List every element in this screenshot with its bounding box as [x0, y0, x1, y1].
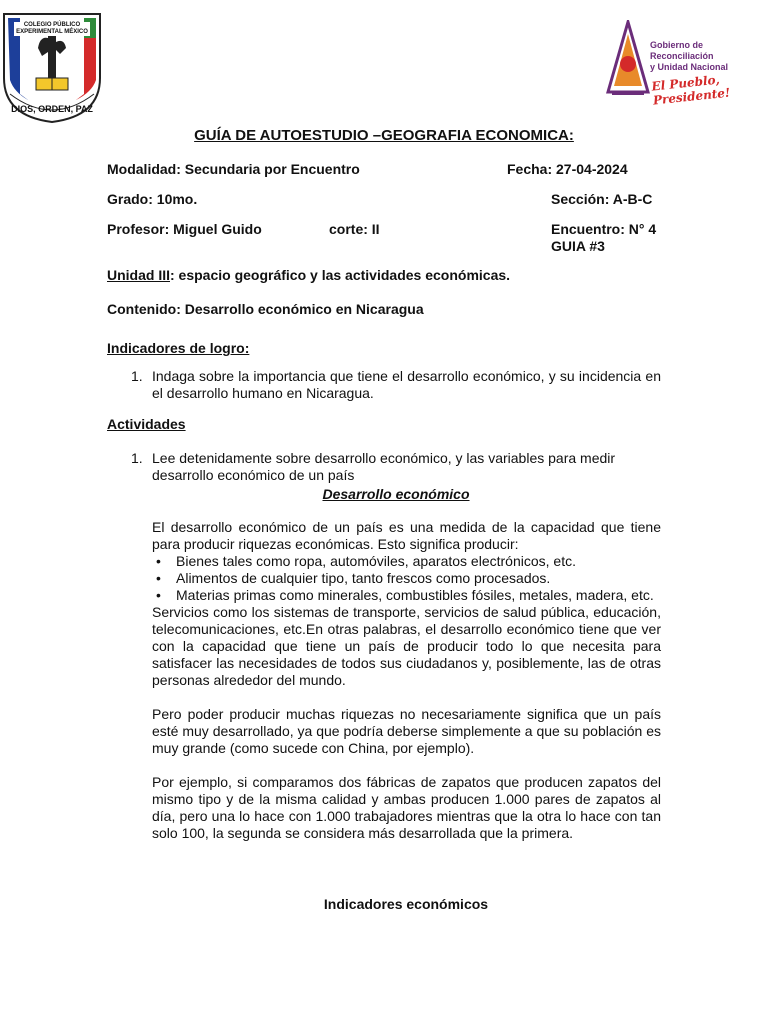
paragraph: Servicios como los sistemas de transporte, servicios de salud pública, educación, telecomunicaciones, etc.En otras palabras, el desarrollo económico tiene que ver con la capacidad que tiene un país de producir todo lo que necesita para satisfacer las necesidades de todos sus ciudadanos y, posiblemente, las de otras personas alrededor del mundo. [152, 604, 661, 688]
fecha-field: Fecha: 27-04-2024 [507, 161, 628, 177]
paragraph: Por ejemplo, si comparamos dos fábricas de zapatos que producen zapatos del mismo tipo y de la misma calidad y ambas producen 1.000 pares de zapatos al día, pero una lo hace con 1.000 trabajadores mientras que la otra lo hace con tan solo 100, la segunda se considera más desarrollada que la primera. [152, 774, 661, 841]
government-logo [606, 20, 758, 106]
modalidad-field: Modalidad: Secundaria por Encuentro [107, 161, 360, 177]
encuentro-value: Encuentro: N° 4 [551, 221, 657, 237]
school-logo-motto: DIOS, ORDEN, PAZ [11, 104, 93, 114]
encuentro-field [551, 221, 656, 255]
unidad-label: Unidad III [107, 267, 170, 283]
list-item-number: 1. [131, 368, 143, 384]
indicadores-list [131, 368, 661, 402]
list-item-number: 1. [131, 450, 143, 466]
reading-body [152, 519, 661, 842]
list-item: • Bienes tales como ropa, automóviles, aparatos electrónicos, etc. [152, 553, 661, 570]
indicadores-heading: Indicadores de logro: [107, 340, 250, 356]
government-logo-slogan: El Pueblo, Presidente! [650, 72, 731, 108]
government-logo-line1: Gobierno de Reconciliación [650, 40, 714, 61]
paragraph: El desarrollo económico de un país es una medida de la capacidad que tiene para producir riquezas económicas. Esto significa producir: [152, 519, 661, 552]
section-heading: Indicadores económicos [323, 896, 489, 912]
list-item: • Materias primas como minerales, combustibles fósiles, metales, madera, etc. [152, 587, 661, 604]
list-item-text: Lee detenidamente sobre desarrollo económico, y las variables para medir desarrollo económico de un país [152, 450, 616, 483]
actividades-heading: Actividades [107, 416, 186, 432]
seccion-field: Sección: A-B-C [551, 191, 653, 207]
paragraph: Pero poder producir muchas riquezas no necesariamente significa que un país esté muy desarrollado, ya que podría deberse simplemente a que su población es muy grande (como sucede con China, por ejemplo). [152, 706, 661, 756]
bullet-list [152, 553, 661, 604]
unidad-text: : espacio geográfico y las actividades económicas. [170, 267, 511, 283]
school-logo-text: COLEGIO PÚBLICO [23, 22, 81, 28]
contenido-line: Contenido: Desarrollo económico en Nicaragua [107, 301, 424, 317]
guia-value: GUIA #3 [551, 238, 605, 254]
list-item: • Alimentos de cualquier tipo, tanto frescos como procesados. [152, 570, 661, 587]
list-item [131, 450, 661, 484]
profesor-field: Profesor: Miguel Guido [107, 221, 262, 237]
document-title: GUÍA DE AUTOESTUDIO –GEOGRAFIA ECONOMICA: [194, 127, 574, 144]
list-item [131, 368, 661, 402]
list-item-text: Indaga sobre la importancia que tiene el desarrollo económico, y su incidencia en el desarrollo humano en Nicaragua. [152, 368, 661, 401]
unidad-line [107, 267, 510, 284]
grado-field: Grado: 10mo. [107, 191, 198, 207]
school-logo-text-2: EXPERIMENTAL MÉXICO [16, 29, 88, 35]
government-logo-line2: y Unidad Nacional [650, 62, 729, 72]
actividades-list [131, 450, 661, 484]
school-logo [0, 8, 104, 124]
corte-field: corte: II [329, 221, 380, 237]
reading-title: Desarrollo económico [322, 486, 470, 502]
